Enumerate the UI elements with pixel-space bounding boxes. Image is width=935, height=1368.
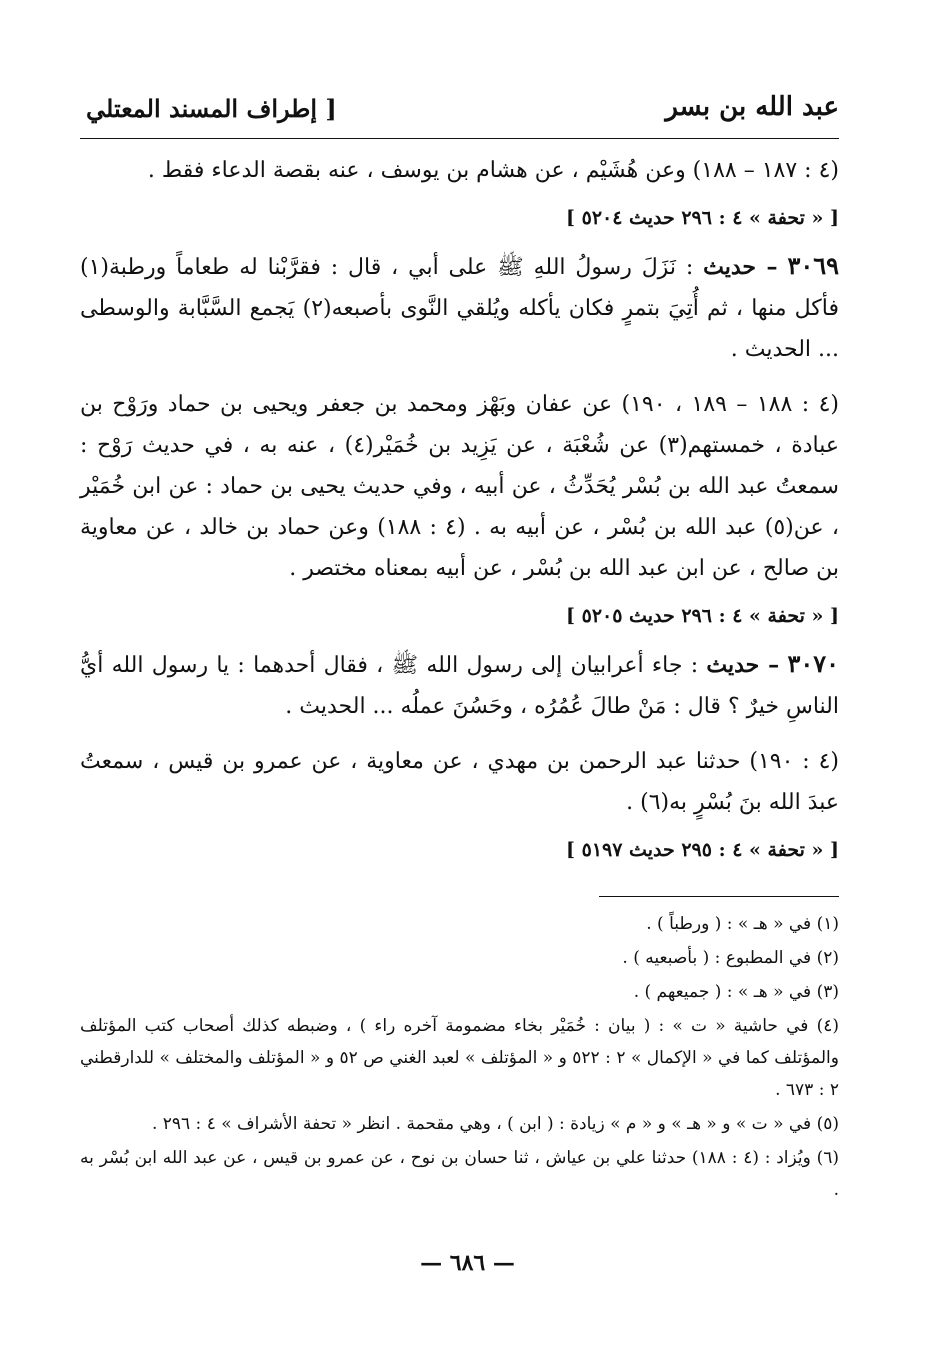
hadith-entry: [80, 643, 839, 727]
tuhfa-reference: [ « تحفة » ٤ : ٢٩٦ حديث ٥٢٠٥ ]: [566, 605, 839, 627]
hadith-label: – حديث: [703, 254, 778, 280]
main-text: [80, 150, 839, 877]
chain-line: (٤ : ١٨٧ – ١٨٨) وعن هُشَيْم ، عن هشام بن يوسف ، عنه بقصة الدعاء فقط .: [147, 158, 839, 183]
footnote-divider: [599, 896, 839, 897]
footnote-item: (١) في « هـ » : ( ورطباً ) .: [646, 914, 839, 934]
header-divider: [80, 138, 839, 139]
header-chapter-title: عبد الله بن بسر: [665, 92, 839, 122]
footnote-item: (٥) في « ت » و « هـ » و « م » زيادة : ( ابن ) ، وهي مقحمة . انظر « تحفة الأشراف » ٤ : ٢٩٦ .: [151, 1114, 839, 1134]
tuhfa-reference: [ « تحفة » ٤ : ٢٩٥ حديث ٥١٩٧ ]: [566, 839, 839, 861]
hadith-number: ٣٠٧٠: [787, 649, 839, 678]
hadith-label: – حديث: [706, 652, 780, 678]
hadith-text: : جاء أعرابيان إلى رسول الله ﷺ ، فقال أحدهما : يا رسول الله أيُّ الناسِ خيرٌ ؟ قال : مَنْ طالَ عُمُرُه ، وحَسُنَ عملُه ... الحديث .: [80, 653, 839, 719]
footnote-item: (٦) ويُزاد : (٤ : ١٨٨) حدثنا علي بن عياش ، ثنا حسان بن نوح ، عن عمرو بن قيس ، عن عبد الله ابن بُسْر به .: [80, 1148, 839, 1200]
footnote-item: (٤) في حاشية « ت » : ( بيان : خُمَيْر بخاء مضمومة آخره راء ) ، وضبطه كذلك أصحاب كتب المؤتلف والمؤتلف كما في « الإكمال » ٢ : ٥٢٢ و « المؤتلف » لعبد الغني ص ٥٢ و « المؤتلف والمختلف » للدارقطني ٢ : ٦٧٣ .: [80, 1016, 839, 1100]
hadith-number: ٣٠٦٩: [787, 251, 839, 280]
hadith-text: : نَزَلَ رسولُ اللهِ ﷺ على أبي ، قال : فقرَّبْنا له طعاماً ورطبة(١) فأكل منها ، ثم أُتِيَ بتمرٍ فكان يأكله ويُلقي النَّوى بأصبعه(٢) يَجمع السَّبَّابة والوسطى ... الحديث .: [80, 255, 840, 362]
tuhfa-reference: [ « تحفة » ٤ : ٢٩٦ حديث ٥٢٠٤ ]: [566, 207, 839, 229]
footnote-item: (٢) في المطبوع : ( بأصبعيه ) .: [622, 948, 839, 968]
footnote-item: (٣) في « هـ » : ( جميعهم ) .: [633, 982, 839, 1002]
isnad-chain: (٤ : ١٨٨ – ١٨٩ ، ١٩٠) عن عفان وبَهْز ومحمد بن جعفر ويحيى بن حماد ورَوْح بن عبادة ، خمستهم(٣) عن شُعْبَة ، عن يَزِيد بن خُمَيْر(٤) ، عنه به ، في حديث رَوْح : سمعتُ عبد الله بن بُسْر يُحَدِّثُ ، عن أبيه ، وفي حديث يحيى بن حماد : عن ابن خُمَيْر ، عن(٥) عبد الله بن بُسْر ، عن أبيه به . (٤ : ١٨٨) وعن حماد بن خالد ، عن معاوية بن صالح ، عن ابن عبد الله بن بُسْر ، عن أبيه بمعناه مختصر .: [80, 392, 839, 581]
footnotes: [80, 908, 839, 1208]
isnad-chain: (٤ : ١٩٠) حدثنا عبد الرحمن بن مهدي ، عن معاوية ، عن عمرو بن قيس ، سمعتُ عبدَ الله بنَ بُسْرٍ به(٦) .: [80, 749, 839, 815]
page-number: — ٦٨٦ —: [420, 1250, 515, 1276]
hadith-entry: [80, 245, 839, 370]
running-header: [86, 92, 839, 132]
header-book-title: [ إطراف المسند المعتلي: [86, 94, 337, 123]
